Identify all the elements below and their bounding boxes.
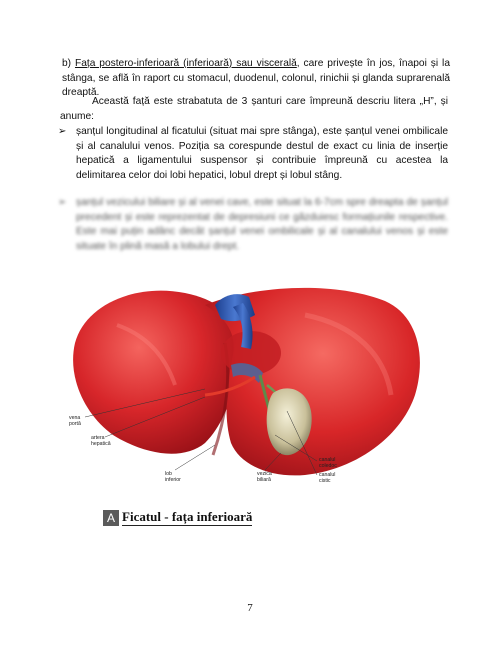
arrow-bullet-icon: ➢ <box>58 197 67 208</box>
liver-illustration <box>55 265 447 500</box>
bullet-text-1: șanțul longitudinal al ficatului (situat mai spre stânga), este șanțul venei ombilicale și al canalului venos. Poziția sa corespunde destul de exact cu linia de inserție hepatică a ligamentului suspensor și contribuie împreună cu acestea la delimitarea celor doi lobi hepatici, lobul drept și lobul stâng. <box>76 126 448 181</box>
label-vezica-biliara-1: vezica <box>257 471 272 477</box>
paragraph-h-letter: Această față este strabatuta de 3 șanturi care împreună descriu litera „H”, și anume: <box>60 96 448 122</box>
paragraph-b-heading: Fața postero-inferioară (inferioară) sau viscerală <box>74 58 297 69</box>
bullet-item-blurred <box>58 196 448 254</box>
figure-caption <box>103 509 252 526</box>
paragraph-b-body: , care privește în jos, înapoi și la stânga, se află în raport cu stomacul, duodenul, colonul, rinichii și glanda suprarenală dreaptă. <box>62 58 450 99</box>
label-artera-hepatica-1: artera <box>91 435 105 441</box>
page-number: 7 <box>247 602 253 614</box>
label-canalul-coledoc-2: coledoc <box>319 463 337 469</box>
paragraph-b-prefix: b) <box>62 58 75 69</box>
liver-drawing <box>55 265 447 500</box>
arrow-bullet-icon: ➢ <box>58 126 67 137</box>
label-canalul-cistic-2: cistic <box>319 478 331 484</box>
label-vena-porta-1: vena <box>69 415 81 421</box>
bullet-text-2: șanțul vezicului biliare și al venei cave, este situat la 6-7cm spre dreapta de șanțul precedent și este reprezentat de depresiuni ce găzduiesc formațiunile respective. Este mai puțin adânc decât șanțul venei ombilicale și al canalului venos și este situate în plină masă a lobului drept. <box>76 197 448 252</box>
label-lob-inferior-1: lob <box>165 471 172 477</box>
bullet-item-longitudinal <box>58 125 448 183</box>
label-vena-porta-2: portă <box>69 421 81 427</box>
label-vezica-biliara-2: biliară <box>257 477 271 483</box>
caption-letter: A <box>103 510 119 526</box>
label-canalul-coledoc-1: canalul <box>319 457 336 463</box>
caption-text: Ficatul - fața inferioară <box>122 509 253 524</box>
label-artera-hepatica-2: hepatică <box>91 441 111 447</box>
label-lob-inferior-2: inferior <box>165 477 181 483</box>
label-canalul-cistic-1: canalul <box>319 472 336 478</box>
